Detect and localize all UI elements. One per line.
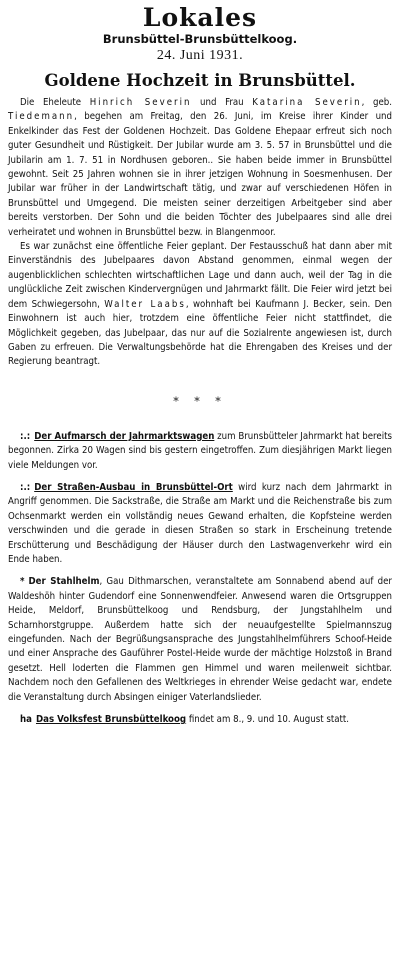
short-news-lead: Der Stahlhelm [28, 576, 100, 588]
article-text-2: Es war zunächst eine öffentliche Feier geplant. Der Festausschuß hat dann aber mit Einverständnis des Jubelpaares davon Abstand genommen, einmal wegen der augenblicklichen schlechten wirtschaftlichen Lage und dann auch, weil der Tag in die unglückliche Zeit zwischen Kindervergnügen und Jahrmarkt fällt. Die Feier wird jetzt bei dem Schwiegersohn, [8, 241, 392, 310]
short-news-lead: Der Straßen-Ausbau in Brunsbüttel-Ort [34, 481, 233, 493]
main-article [8, 96, 392, 370]
short-news-text: findet am 8., 9. und 10. August statt. [186, 714, 350, 726]
short-news-marker: ha [20, 714, 32, 726]
short-news-marker: * [20, 576, 25, 588]
section-divider: * * * [173, 394, 227, 408]
article-text-3: , wohnhaft bei Kaufmann J. Becker, sein. Den Einwohnern ist auch hier, trotzdem eine öffentliche Feier nicht stattfindet, die Möglichkeit gegeben, das Jubelpaar, das nur auf die Sozialrente angewiesen ist, durch Gaben zu erfreuen. Die Verwaltungsbehörde hat die Ehrengaben des Kreises und der Regierung beantragt. [8, 298, 393, 368]
short-news-text: wird kurz nach dem Jahrmarkt in Angriff genommen. Die Sackstraße, die Straße am Markt und die Reichenstraße bis zum Ochsenmarkt werden ein vollständig neues Gewand erhalten, die Kopfsteine werden verschwinden und die gerade in diesen Straßen so stark in Erscheinung tretende Erschütterung und Beschädigung der Häuser durch den Lastwagenverkehr wird ein Ende haben. [8, 481, 392, 565]
short-news-item-2 [8, 481, 392, 567]
dateline-date: 24. Juni 1931. [156, 48, 244, 63]
article-and: und Frau [200, 97, 244, 108]
short-news-text: zum Brunsbütteler Jahrmarkt hat bereits begonnen. Zirka 20 Wagen sind bis gestern eingetroffen. Zum diesjährigen Markt liegen viele Meldungen vor. [8, 430, 392, 471]
article-born: , geb. [361, 97, 392, 108]
short-news-item-4 [8, 713, 392, 727]
son-in-law-name: Walter Laabs [104, 298, 186, 310]
short-news-item-1 [8, 430, 392, 473]
article-intro: Die Eheleute [20, 97, 82, 108]
wife-name: Katarina Severin [252, 97, 362, 108]
maiden-name: Tiedemann [8, 111, 75, 123]
short-news-marker: :.: [20, 430, 31, 442]
short-news-item-3 [8, 575, 392, 705]
short-news-lead: Der Aufmarsch der Jahrmarktswagen [34, 430, 215, 442]
section-title: Lokales [142, 3, 258, 32]
short-news-text: , Gau Dithmarschen, veranstaltete am Sonnabend abend auf der Waldeshöh hinter Gudendorf eine Sonnenwendfeier. Anwesend waren die Ortsgruppen Heide, Meldorf, Brunsbüttelkoog und Rendsburg, der Jungstahlhelm und Scharnhorstgruppe. Außerdem hatte sich der neuaufgestellte Spielmannszug eingefunden. Nach der Begrüßungsansprache des Jungstahlhelmführers Schoof-Heide und einer Ansprache des Gauführer Postel-Heide wurde der mächtige Holzstoß in Brand gesetzt. Hell loderten die Flammen gen Himmel und waren meilenweit sichtbar. Nachdem noch den Gefallenen des Weltkrieges in ehrender Weise gedacht war, endete die Veranstaltung durch Absingen einiger Vaterlandslieder. [8, 576, 392, 703]
short-news-lead: Das Volksfest Brunsbüttelkoog [35, 714, 187, 726]
article-paragraph-1 [8, 96, 392, 240]
short-news-list [8, 430, 392, 728]
dateline-place: Brunsbüttel-Brunsbüttelkoog. [102, 32, 298, 46]
article-text-1: , begehen am Freitag, den 26. Juni, im Kreise ihrer Kinder und Enkelkinder das Fest der Goldenen Hochzeit. Das Goldene Ehepaar erfreut sich noch guter Gesundheit und Rüstigkeit. Der Jubilar wurde am 3. 5. 57 in Brunsbüttel und die Jubilarin am 1. 7. 51 in Nordhusen geboren.. Sie haben beide immer in Brunsbüttel gewohnt. Seit 25 Jahren wohnen sie in ihrer jetzigen Wohnung in Soesmenhusen. Der Jubilar war früher in der Landwirtschaft tätig, und zwar auf verschiedenen Höfen in Brunsbüttel und Umgegend. Die meisten seiner derzeitigen Arbeitgeber sind aber bereits verstorben. Der Sohn und die beiden Töchter des Jubelpaares sind alle drei verheiratet und wohnen in Brunsbüttel bezw. in Blangenmoor. [8, 111, 392, 238]
short-news-marker: :.: [20, 481, 31, 493]
husband-name: Hinrich Severin [89, 97, 192, 108]
article-paragraph-2 [8, 240, 392, 370]
article-headline: Goldene Hochzeit in Brunsbüttel. [44, 71, 356, 90]
